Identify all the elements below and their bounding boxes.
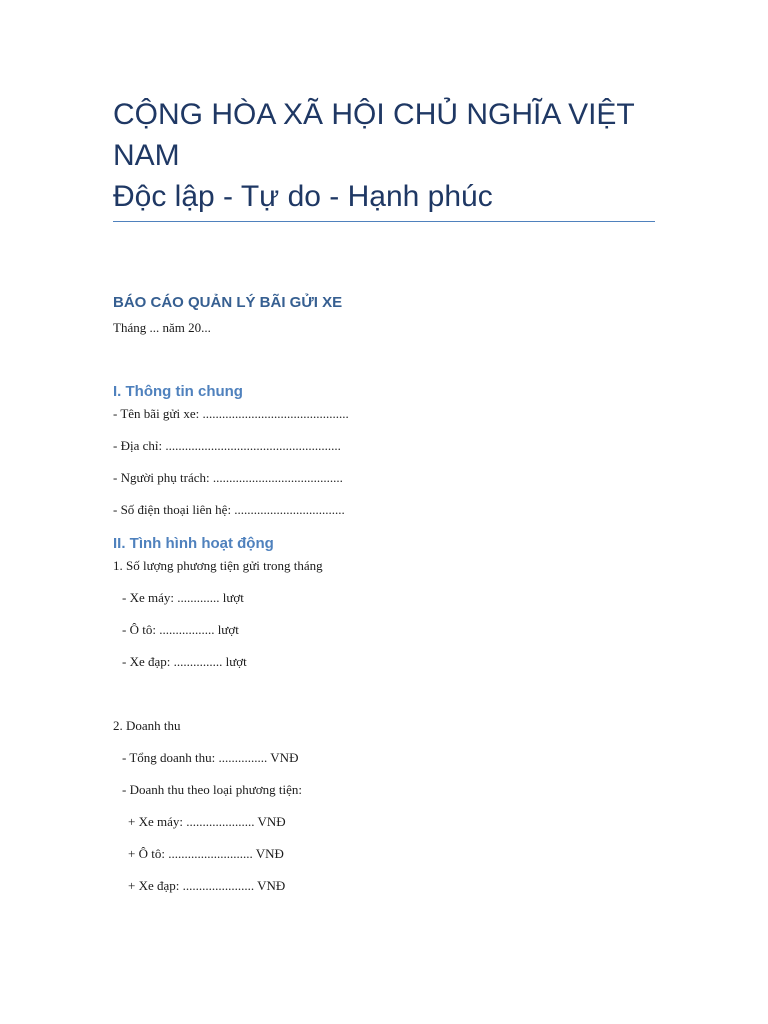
section-2-heading: II. Tình hình hoạt động [113, 535, 274, 552]
revenue-total: - Tổng doanh thu: ............... VNĐ [122, 750, 299, 765]
revenue-by-type-label: - Doanh thu theo loại phương tiện: [122, 782, 303, 797]
vehicle-count-bicycle: - Xe đạp: ............... lượt [122, 654, 247, 669]
header-title-line-2: NAM [113, 139, 180, 172]
header-motto: Độc lập - Tự do - Hạnh phúc [113, 180, 493, 213]
subsection-revenue-title: 2. Doanh thu [113, 718, 181, 733]
subsection-vehicle-count-title: 1. Số lượng phương tiện gửi trong tháng [113, 558, 323, 573]
report-date-line: Tháng ... năm 20... [113, 320, 211, 335]
info-item-manager: - Người phụ trách: ........................................ [113, 470, 343, 485]
report-title: BÁO CÁO QUẢN LÝ BÃI GỬI XE [113, 294, 343, 311]
header-title-line-1: CỘNG HÒA XÃ HỘI CHỦ NGHĨA VIỆT [113, 98, 635, 131]
vehicle-count-car: - Ô tô: ................. lượt [122, 622, 239, 637]
section-1-heading: I. Thông tin chung [113, 383, 243, 400]
revenue-car: + Ô tô: .......................... VNĐ [128, 846, 284, 861]
title-divider [113, 221, 655, 222]
revenue-motorbike: + Xe máy: ..................... VNĐ [128, 814, 286, 829]
revenue-bicycle: + Xe đạp: ...................... VNĐ [128, 878, 286, 893]
info-item-parking-name: - Tên bãi gửi xe: ............................................. [113, 406, 349, 421]
info-item-address: - Địa chỉ: ...................................................... [113, 438, 341, 453]
vehicle-count-motorbike: - Xe máy: ............. lượt [122, 590, 244, 605]
info-item-phone: - Số điện thoại liên hệ: .................................. [113, 502, 345, 517]
